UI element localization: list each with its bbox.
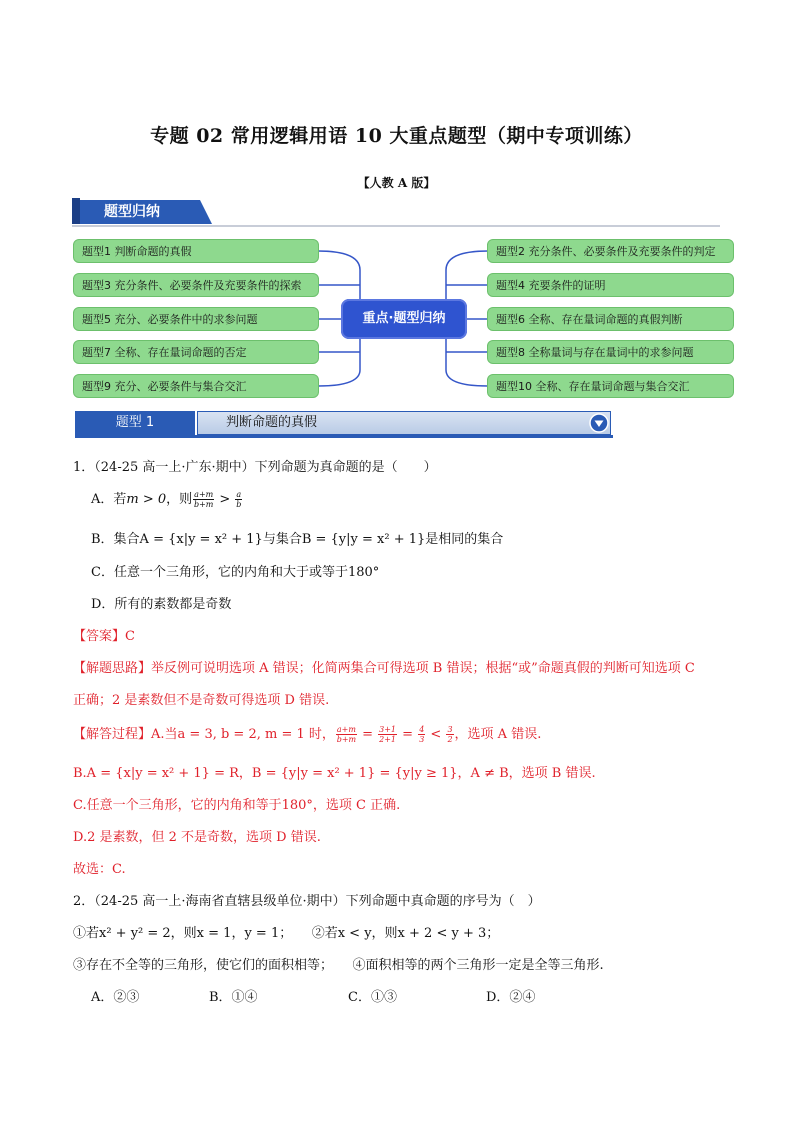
chevron-down-icon[interactable] [589,413,609,433]
q1-a-frac2-den: b [236,500,242,509]
q1-proc-b: B.A = {x|y = x² + 1} = R，B = {y|y = x² + 1} = {y|y ≥ 1}，A ≠ B，选项 B 错误. [73,766,596,781]
proc-a-f1-den: b+m [336,735,357,744]
page-title: 专题 02 常用逻辑用语 10 大重点题型（期中专项训练） [150,125,643,147]
section-underline [75,435,613,438]
q1-a-gt: > [215,492,235,507]
q1-a-then: ，则 [166,492,193,507]
proc-tag: 【解答过程】 [73,727,152,742]
q1-option-b: B．集合A = {x|y = x² + 1}与集合B = {y|y = x² + 1}是相同的集合 [91,532,504,547]
proc-a-frac4 [446,725,453,744]
answer-tag: 【答案】 [73,629,126,644]
banner-title: 题型归纳 [104,204,160,220]
mindmap-item-type4: 题型4 充要条件的证明 [487,273,734,297]
proc-a-lt: < [426,727,446,742]
idea-tag: 【解题思路】 [73,661,152,676]
q2-option-a: A．②③ [91,990,140,1005]
proc-a-f3-den: 3 [419,735,425,744]
mindmap-item-type7: 题型7 全称、存在量词命题的否定 [73,340,319,364]
q1-option-d: D．所有的素数都是奇数 [91,597,232,612]
proc-a-eq2: = [398,727,418,742]
q1-a-cond: m > 0 [126,492,167,507]
q1-option-c: C．任意一个三角形，它的内角和大于或等于180° [91,565,380,580]
section-title: 判断命题的真假 [197,411,611,435]
proc-a-end: ，选项 A 错误. [454,727,542,742]
proc-a-eq1: = [357,727,378,742]
proc-a-frac1 [336,725,357,744]
proc-a-f2-den: 2+1 [379,735,397,744]
q1-a-frac2 [235,490,242,509]
q1-stem: 1．（24-25 高一上·广东·期中）下列命题为真命题的是（ ） [73,460,437,475]
q1-proc-a [73,723,541,744]
mindmap-center: 重点·题型归纳 [341,299,467,339]
proc-a-text: A.当a = 3, b = 2, m = 1 时， [151,727,335,742]
q1-a-frac1-num: a+m [194,490,214,499]
mindmap-item-type6: 题型6 全称、存在量词命题的真假判断 [487,307,734,331]
q1-answer [73,625,135,644]
q2-line2: ③存在不全等的三角形，使它们的面积相等； ④面积相等的两个三角形一定是全等三角形. [73,958,604,973]
q1-proc-c: C.任意一个三角形，它的内角和等于180°，选项 C 正确. [73,798,401,813]
q1-a-frac2-num: a [236,490,242,499]
mindmap-item-type10: 题型10 全称、存在量词命题与集合交汇 [487,374,734,398]
q1-idea-line1 [73,657,695,676]
proc-a-frac2 [378,725,397,744]
proc-a-f3-num: 4 [419,725,425,734]
mindmap-item-type9: 题型9 充分、必要条件与集合交汇 [73,374,319,398]
mindmap-item-type8: 题型8 全称量词与存在量词中的求参问题 [487,340,734,364]
idea-text-1: 举反例可说明选项 A 错误；化简两集合可得选项 B 错误；根据“或”命题真假的判断可知选项 C [151,661,695,676]
section-label: 题型 1 [75,411,195,435]
q1-idea-line2: 正确；2 是素数但不是奇数可得选项 D 错误. [73,693,330,708]
mindmap-item-type2: 题型2 充分条件、必要条件及充要条件的判定 [487,239,734,263]
q2-stem: 2．（24-25 高一上·海南省直辖县级单位·期中）下列命题中真命题的序号为（ ） [73,894,541,909]
answer-value: C [125,629,135,644]
q1-a-frac1-den: b+m [193,500,214,509]
q2-line1: ①若x² + y² = 2，则x = 1，y = 1； ②若x < y，则x + 2 < y + 3； [73,926,500,941]
proc-a-f2-num: 3+1 [379,725,397,734]
q2-option-c: C．①③ [348,990,397,1005]
q2-option-d: D．②④ [486,990,536,1005]
edition-label: 【人教 A 版】 [357,176,436,190]
q1-proc-d: D.2 是素数，但 2 不是奇数，选项 D 错误. [73,830,321,845]
proc-a-f1-num: a+m [336,725,356,734]
proc-a-f4-num: 3 [447,725,453,734]
proc-a-f4-den: 2 [447,735,453,744]
q1-a-prefix: A．若 [91,492,127,507]
q1-option-a [91,488,243,509]
q1-a-frac1 [193,490,214,509]
mindmap-item-type1: 题型1 判断命题的真假 [73,239,319,263]
mindmap-item-type5: 题型5 充分、必要条件中的求参问题 [73,307,319,331]
q2-option-b: B．①④ [209,990,258,1005]
q1-choose: 故选：C. [73,862,126,877]
mindmap-item-type3: 题型3 充分条件、必要条件及充要条件的探索 [73,273,319,297]
proc-a-frac3 [418,725,425,744]
